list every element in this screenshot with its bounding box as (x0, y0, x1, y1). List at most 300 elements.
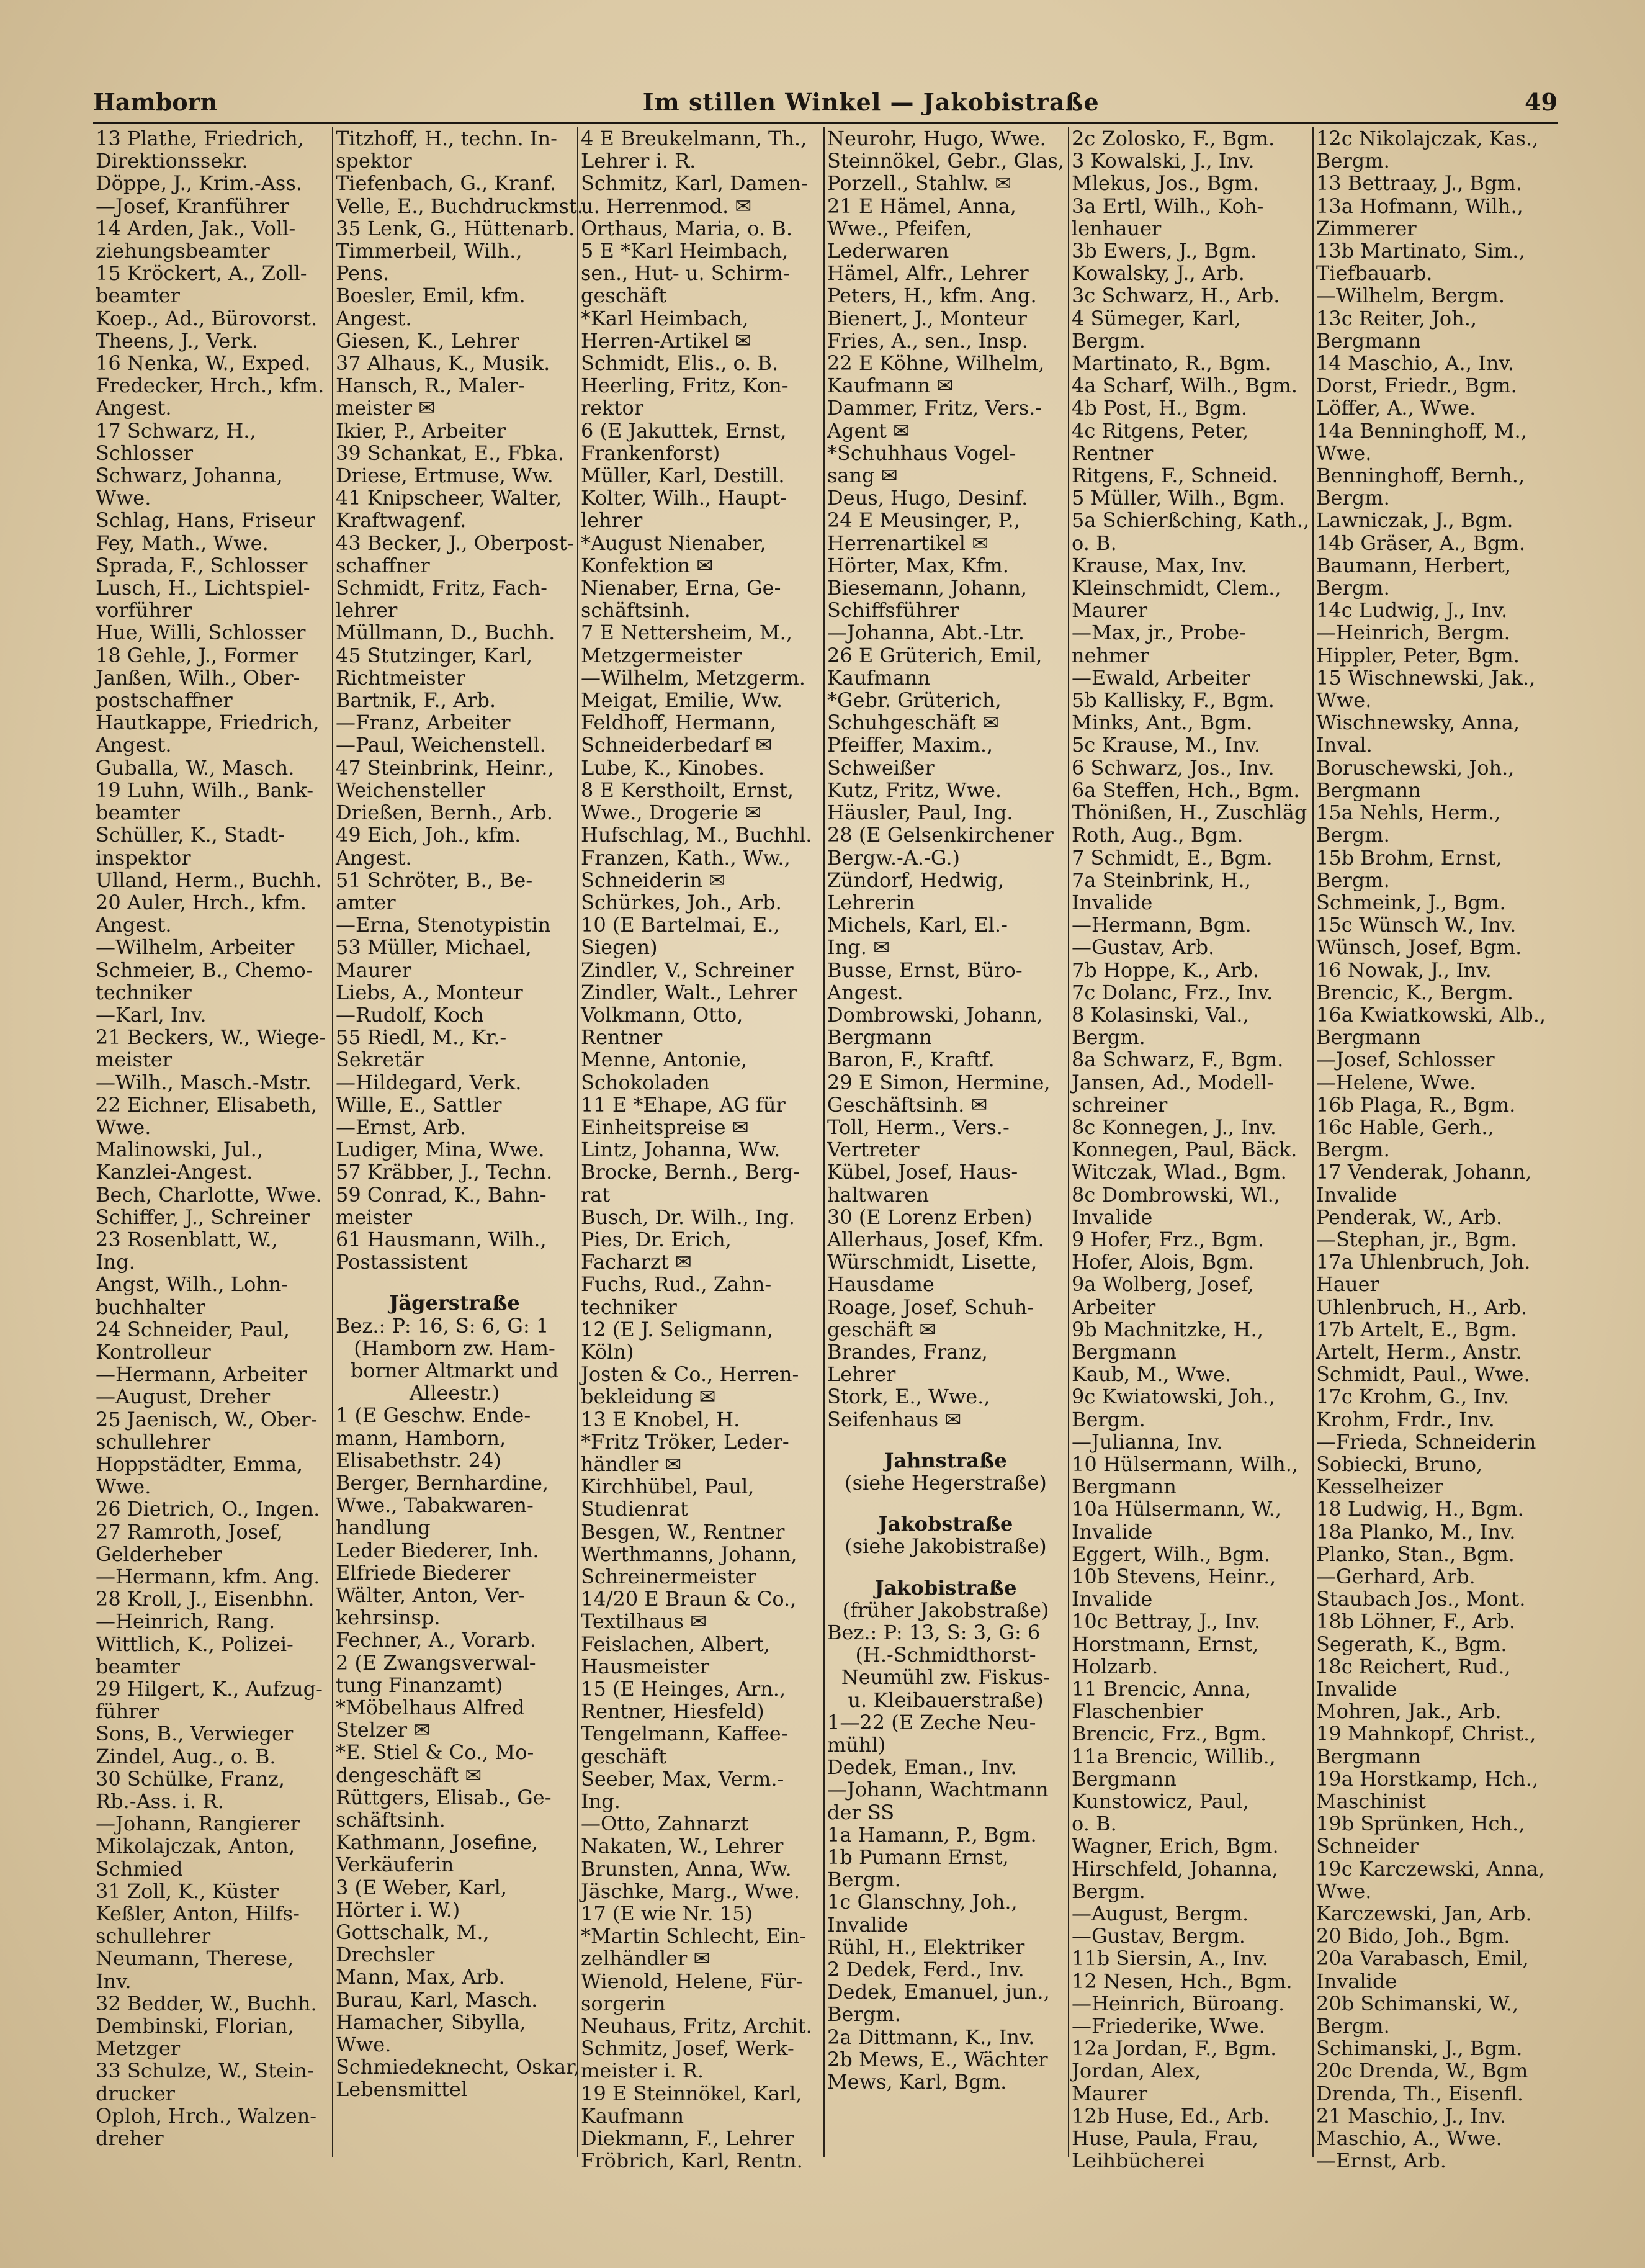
street-heading: Jahnstraße (884, 1448, 1007, 1472)
directory-line: 27 Ramroth, Josef, (96, 1519, 283, 1544)
directory-line: tung Finanzamt) (336, 1673, 503, 1697)
directory-line: Wwe. (1316, 688, 1372, 713)
directory-line: —Ernst, Arb. (1316, 2149, 1446, 2173)
directory-line: Kleinschmidt, Clem., (1072, 576, 1281, 600)
directory-line: Drießen, Bernh., Arb. (336, 801, 553, 825)
directory-line: 21 Maschio, J., Inv. (1316, 2104, 1507, 2128)
directory-line: geschäft ✉ (827, 1317, 936, 1341)
directory-line: Bergm. (1316, 868, 1390, 892)
directory-line: 6a Steffen, Hch., Bgm. (1072, 778, 1300, 802)
directory-line: 9b Machnitzke, H., (1072, 1317, 1263, 1341)
directory-line: Zündorf, Hedwig, (827, 868, 1005, 892)
directory-line: Feislachen, Albert, (581, 1632, 770, 1656)
directory-line: 10 Hülsermann, Wilh., (1072, 1452, 1299, 1476)
directory-line: 24 E Meusinger, P., (827, 508, 1020, 533)
directory-line: Invalide (1316, 1677, 1397, 1701)
directory-line: Zindler, Walt., Lehrer (581, 980, 797, 1004)
directory-line: 7a Steinbrink, H., (1072, 868, 1251, 892)
directory-line: 18b Löhner, F., Arb. (1316, 1609, 1515, 1634)
directory-line: u. Herrenmod. ✉ (581, 194, 752, 218)
directory-line: 8 E Kersthoilt, Ernst, (581, 778, 794, 802)
directory-line: 3 Kowalski, J., Inv. (1072, 149, 1255, 173)
directory-line: Hörter i. W.) (336, 1897, 460, 1922)
directory-line: 19b Sprünken, Hch., (1316, 1812, 1525, 1836)
directory-line: 2b Mews, E., Wächter (827, 2047, 1048, 2071)
directory-line: lenhauer (1072, 216, 1162, 240)
directory-line: Maurer (1072, 598, 1147, 623)
directory-line: Penderak, W., Arb. (1316, 1205, 1503, 1229)
directory-line: Kirchhübel, Paul, (581, 1475, 755, 1499)
directory-line: Bergmann (1316, 778, 1421, 802)
directory-line: Schmied (96, 1856, 183, 1881)
directory-line: 12 (E J. Seligmann, (581, 1317, 774, 1341)
directory-line: —Julianna, Inv. (1072, 1429, 1223, 1454)
directory-line: Zindel, Aug., o. B. (96, 1744, 276, 1768)
directory-line: Direktionssekr. (96, 149, 248, 173)
directory-line: Bienert, J., Monteur (827, 306, 1027, 330)
directory-line: Driese, Ertmuse, Ww. (336, 464, 554, 488)
directory-line: Ikier, P., Arbeiter (336, 418, 506, 443)
directory-line: spektor (336, 149, 412, 173)
directory-line: Schmeink, J., Bgm. (1316, 890, 1506, 914)
directory-line: 28 (E Gelsenkirchener (827, 823, 1054, 847)
directory-line: mann, Hamborn, (336, 1426, 506, 1450)
directory-line: Thönißen, H., Zuschläg (1072, 801, 1307, 825)
directory-line: Oploh, Hrch., Walzen- (96, 2104, 317, 2128)
directory-line: Schüller, K., Stadt- (96, 823, 285, 847)
directory-line: 5b Kallisky, F., Bgm. (1072, 688, 1275, 713)
directory-line: Busch, Dr. Wilh., Ing. (581, 1205, 796, 1229)
directory-line: Bergm. (1316, 1138, 1390, 1162)
directory-line: Fey, Math., Wwe. (96, 531, 269, 555)
directory-line: —Paul, Weichenstell. (336, 733, 546, 757)
directory-line: Rentner (1072, 441, 1154, 465)
directory-line: geschäft (581, 284, 667, 308)
directory-line: Fröbrich, Karl, Rentn. (581, 2149, 803, 2173)
directory-line: 2 (E Zwangsverwal- (336, 1650, 536, 1675)
directory-line: Timmerbeil, Wilh., (336, 239, 522, 263)
directory-line: händler ✉ (581, 1452, 682, 1476)
directory-line: —Helene, Wwe. (1316, 1070, 1476, 1094)
directory-line: —Johann, Rangierer (96, 1812, 300, 1836)
directory-line: Baron, F., Kraftf. (827, 1048, 995, 1072)
directory-line: Angest. (336, 306, 412, 330)
directory-line: 9a Wolberg, Josef, (1072, 1272, 1254, 1297)
directory-line: Bergm. (1072, 1879, 1145, 1903)
directory-line: Schokoladen (581, 1070, 710, 1094)
directory-line: Hoppstädter, Emma, (96, 1452, 303, 1476)
directory-line: Witczak, Wlad., Bgm. (1072, 1160, 1287, 1184)
directory-line: Bergmann (1072, 1339, 1177, 1364)
header-streets: Im stillen Winkel — Jakobistraße (642, 88, 1100, 116)
directory-line: Roth, Aug., Bgm. (1072, 823, 1244, 847)
directory-line: 19 Luhn, Wilh., Bank- (96, 778, 314, 802)
directory-line: Rühl, H., Elektriker (827, 1935, 1025, 1959)
directory-line: 18 Ludwig, H., Bgm. (1316, 1497, 1524, 1521)
directory-line: meister (96, 1048, 173, 1072)
directory-line: Verkäuferin (336, 1853, 454, 1877)
directory-line: Hufschlag, M., Buchhl. (581, 823, 812, 847)
directory-line: 25 Jaenisch, W., Ober- (96, 1407, 318, 1431)
directory-line: Schwarz, Johanna, (96, 464, 283, 488)
directory-line: Ing. (581, 1789, 621, 1814)
directory-line: Schmeier, B., Chemo- (96, 958, 313, 982)
directory-line: 29 E Simon, Hermine, (827, 1070, 1051, 1094)
directory-line: —Ewald, Arbeiter (1072, 665, 1251, 690)
directory-line: Mews, Karl, Bgm. (827, 2070, 1007, 2094)
directory-line: Würschmidt, Lisette, (827, 1250, 1038, 1274)
directory-line: Hörter, Max, Kfm. (827, 553, 1009, 577)
directory-line: dreher (96, 2126, 164, 2151)
directory-line: 2 Dedek, Ferd., Inv. (827, 1958, 1024, 1982)
directory-line: Karczewski, Jan, Arb. (1316, 1902, 1532, 1926)
directory-line: —Gustav, Bergm. (1072, 1924, 1245, 1948)
directory-line: Wwe. (96, 486, 151, 510)
directory-line: Mlekus, Jos., Bgm. (1072, 171, 1260, 196)
directory-line: beamter (96, 284, 180, 308)
directory-line: Kutz, Fritz, Wwe. (827, 778, 1002, 802)
directory-line: (H.-Schmidthorst- (855, 1643, 1036, 1667)
header-rule (93, 122, 1558, 124)
column-2 (332, 127, 583, 2157)
directory-line: Herrenartikel ✉ (827, 531, 988, 555)
directory-line: 17c Krohm, G., Inv. (1316, 1385, 1510, 1409)
directory-line: 5c Krause, M., Inv. (1072, 733, 1261, 757)
directory-columns (93, 127, 1558, 2173)
directory-line: rektor (581, 396, 644, 420)
directory-line: Hamacher, Sibylla, (336, 2010, 526, 2034)
directory-line: —August, Bergm. (1072, 1902, 1249, 1926)
directory-line: 16a Kwiatkowski, Alb., (1316, 1002, 1546, 1027)
directory-line: 14c Ludwig, J., Inv. (1316, 598, 1508, 623)
directory-line: Kübel, Josef, Haus- (827, 1160, 1018, 1184)
directory-line: 13b Martinato, Sim., (1316, 239, 1525, 263)
directory-line: Angest. (96, 733, 172, 757)
directory-line: Invalide (827, 1912, 908, 1937)
directory-line: 18c Reichert, Rud., (1316, 1654, 1511, 1678)
directory-line: Brunsten, Anna, Ww. (581, 1856, 792, 1881)
directory-line: *Martin Schlecht, Ein- (581, 1924, 807, 1948)
directory-line: Müllmann, D., Buchh. (336, 621, 555, 645)
directory-line: rat (581, 1182, 611, 1207)
directory-line: mühl) (827, 1733, 886, 1757)
directory-line: buchhalter (96, 1295, 205, 1319)
directory-line: Holzarb. (1072, 1654, 1159, 1678)
directory-line: Wälter, Anton, Ver- (336, 1583, 526, 1607)
directory-line: (siehe Jakobistraße) (845, 1534, 1047, 1559)
directory-line: —Hermann, kfm. Ang. (96, 1565, 320, 1588)
directory-line: Schneider (1316, 1834, 1419, 1858)
directory-line: 19 E Steinnökel, Karl, (581, 2081, 802, 2105)
directory-line: —Johanna, Abt.-Ltr. (827, 621, 1024, 645)
directory-line: —Wilh., Masch.-Mstr. (96, 1070, 312, 1094)
directory-line: 15 Kröckert, A., Zoll- (96, 261, 307, 286)
directory-line: 13c Reiter, Joh., (1316, 306, 1477, 330)
directory-line: Jansen, Ad., Modell- (1072, 1070, 1274, 1094)
directory-line: Neumann, Therese, (96, 1946, 294, 1971)
directory-line: Postassistent (336, 1250, 468, 1274)
directory-line: Bergmann (1072, 1766, 1177, 1791)
directory-line: meister (336, 1205, 413, 1229)
directory-line: Bergm. (1316, 576, 1390, 600)
directory-line: 21 Beckers, W., Wiege- (96, 1025, 326, 1050)
directory-line: 10a Hülsermann, W., (1072, 1497, 1281, 1521)
directory-line: 19 Mahnkopf, Christ., (1316, 1722, 1536, 1746)
directory-line: 17 Venderak, Johann, (1316, 1160, 1532, 1184)
directory-line: 24 Schneider, Paul, (96, 1317, 290, 1341)
spacer (336, 1273, 573, 1285)
directory-line: Gottschalk, M., (336, 1920, 490, 1945)
directory-line: Elisabethstr. 24) (336, 1448, 501, 1472)
directory-line: Krohm, Frdr., Inv. (1316, 1407, 1495, 1431)
directory-line: Schiffsführer (827, 598, 959, 623)
directory-line: 3b Ewers, J., Bgm. (1072, 239, 1257, 263)
column-4 (823, 127, 1068, 2157)
directory-line: Wienold, Helene, Für- (581, 1969, 803, 1993)
directory-line: Angest. (827, 980, 903, 1004)
directory-line: Eggert, Wilh., Bgm. (1072, 1542, 1271, 1566)
directory-line: 14 Arden, Jak., Voll- (96, 216, 296, 240)
directory-line: Bergw.-A.-G.) (827, 845, 960, 870)
directory-line: Weichensteller (336, 778, 485, 802)
directory-line: Kanzlei-Angest. (96, 1160, 253, 1184)
directory-line: führer (96, 1699, 159, 1724)
directory-line: 55 Riedl, M., Kr.- (336, 1025, 507, 1050)
directory-line: Benninghoff, Bernh., (1316, 464, 1525, 488)
directory-line: 33 Schulze, W., Stein- (96, 2059, 314, 2083)
directory-line: Schweißer (827, 755, 935, 780)
directory-line: Kaufmann (827, 665, 931, 690)
directory-line: 47 Steinbrink, Heinr., (336, 755, 554, 780)
directory-line: Schmidt, Fritz, Fach- (336, 576, 547, 600)
directory-line: *Fritz Tröker, Leder- (581, 1429, 789, 1454)
spacer (827, 1431, 1064, 1443)
directory-line: Bergm. (1316, 2014, 1390, 2038)
directory-line: 7 Schmidt, E., Bgm. (1072, 845, 1273, 870)
page-number: 49 (1525, 88, 1558, 116)
directory-line: Fries, A., sen., Insp. (827, 328, 1028, 353)
directory-line: Minks, Ant., Bgm. (1072, 711, 1253, 735)
directory-line: Bartnik, F., Arb. (336, 688, 496, 713)
directory-line: Bergm. (1316, 149, 1390, 173)
directory-line: Schimanski, J., Bgm. (1316, 2036, 1523, 2061)
directory-line: 8c Dombrowski, Wl., (1072, 1182, 1281, 1207)
directory-line: 8c Konnegen, J., Inv. (1072, 1115, 1276, 1139)
directory-line: Bez.: P: 16, S: 6, G: 1 (336, 1313, 549, 1338)
directory-line: 59 Conrad, K., Bahn- (336, 1182, 547, 1207)
directory-line: 30 Schülke, Franz, (96, 1766, 285, 1791)
directory-line: Kaufmann ✉ (827, 374, 954, 398)
directory-line: —Wilhelm, Arbeiter (96, 935, 295, 960)
directory-line: Seeber, Max, Verm.- (581, 1766, 784, 1791)
directory-line: Zimmerer (1316, 216, 1417, 240)
directory-line: der SS (827, 1800, 895, 1824)
directory-line: Segerath, K., Bgm. (1316, 1632, 1507, 1656)
directory-line: 26 Dietrich, O., Ingen. (96, 1497, 320, 1521)
directory-line: Peters, H., kfm. Ang. (827, 284, 1037, 308)
directory-line: 57 Kräbber, J., Techn. (336, 1160, 553, 1184)
directory-line: Fechner, A., Vorarb. (336, 1628, 536, 1652)
directory-line: 3a Ertl, Wilh., Koh- (1072, 194, 1264, 218)
directory-line: Facharzt ✉ (581, 1250, 692, 1274)
directory-line: bekleidung ✉ (581, 1385, 716, 1409)
directory-line: —Hermann, Bgm. (1072, 913, 1252, 937)
directory-line: Bergm. (1316, 486, 1390, 510)
directory-line: *Karl Heimbach, (581, 306, 749, 330)
directory-line: —Gustav, Arb. (1072, 935, 1215, 960)
directory-line: 28 Kroll, J., Eisenbhn. (96, 1587, 315, 1611)
directory-line: Dembinski, Florian, (96, 2014, 294, 2038)
directory-line: Bergm. (827, 2002, 901, 2027)
directory-line: 15b Brohm, Ernst, (1316, 845, 1502, 870)
directory-line: Deus, Hugo, Desinf. (827, 486, 1028, 510)
directory-line: schäftsinh. (336, 1808, 446, 1832)
directory-line: 35 Lenk, G., Hüttenarb. (336, 216, 575, 240)
directory-line: Ludiger, Mina, Wwe. (336, 1138, 545, 1162)
directory-line: Keßler, Anton, Hilfs- (96, 1902, 300, 1926)
directory-line: 13 Bettraay, J., Bgm. (1316, 171, 1523, 196)
directory-line: Drenda, Th., Eisenfl. (1316, 2081, 1523, 2105)
directory-line: Bergmann (1316, 328, 1421, 353)
directory-line: 18a Planko, M., Inv. (1316, 1519, 1516, 1544)
directory-line: Flaschenbier (1072, 1699, 1203, 1724)
directory-line: ziehungsbeamter (96, 239, 270, 263)
directory-line: Lederwaren (827, 239, 949, 263)
directory-line: 32 Bedder, W., Buchh. (96, 1991, 317, 2015)
directory-line: 9c Kwiatowski, Joh., (1072, 1385, 1276, 1409)
directory-line: Lehrerin (827, 890, 915, 914)
directory-line: Leder Biederer, Inh. (336, 1538, 539, 1562)
street-heading: Jägerstraße (389, 1291, 520, 1315)
directory-line: Studienrat (581, 1497, 688, 1521)
directory-line: 11 Brencic, Anna, (1072, 1677, 1252, 1701)
directory-line: Malinowski, Jul., (96, 1138, 263, 1162)
directory-line: lehrer (336, 598, 398, 623)
directory-line: Löffer, A., Wwe. (1316, 396, 1476, 420)
directory-line: Bergm. (1316, 823, 1390, 847)
directory-line: —Friederike, Wwe. (1072, 2014, 1265, 2038)
directory-line: Maschio, A., Wwe. (1316, 2126, 1502, 2151)
directory-line: 19a Horstkamp, Hch., (1316, 1766, 1539, 1791)
directory-line: Lintz, Johanna, Ww. (581, 1138, 781, 1162)
directory-line: 17b Artelt, E., Bgm. (1316, 1317, 1517, 1341)
directory-line: Biesemann, Johann, (827, 576, 1028, 600)
directory-line: borner Altmarkt und (350, 1358, 559, 1382)
directory-line: 16c Hable, Gerh., (1316, 1115, 1494, 1139)
directory-line: Konfektion ✉ (581, 553, 714, 577)
directory-line: Planko, Stan., Bgm. (1316, 1542, 1515, 1566)
directory-line: 3c Schwarz, H., Arb. (1072, 284, 1280, 308)
directory-line: drucker (96, 2081, 175, 2105)
directory-line: Hue, Willi, Schlosser (96, 621, 306, 645)
directory-line: Sekretär (336, 1048, 424, 1072)
directory-line: Roage, Josef, Schuh- (827, 1295, 1034, 1319)
directory-line: o. B. (1072, 531, 1117, 555)
directory-line: Kolter, Wilh., Haupt- (581, 486, 787, 510)
directory-line: Steinnökel, Gebr., Glas, (827, 149, 1065, 173)
directory-line: —Frieda, Schneiderin (1316, 1429, 1536, 1454)
street-heading: Jakobstraße (878, 1512, 1013, 1536)
directory-line: Richtmeister (336, 665, 465, 690)
directory-line: 17a Uhlenbruch, Joh. (1316, 1250, 1531, 1274)
directory-line: —Max, jr., Probe- (1072, 621, 1246, 645)
directory-line: Schneiderin ✉ (581, 868, 725, 892)
directory-line: Josten & Co., Herren- (581, 1362, 799, 1387)
directory-line: Bergm. (1072, 328, 1145, 353)
directory-line: Lehrer i. R. (581, 149, 696, 173)
header-town: Hamborn (93, 88, 218, 116)
directory-line: 21 E Hämel, Anna, (827, 194, 1016, 218)
directory-line: 12 Nesen, Hch., Bgm. (1072, 1969, 1293, 1993)
directory-line: *Gebr. Grüterich, (827, 688, 1002, 713)
directory-line: Ulland, Herm., Buchh. (96, 868, 322, 892)
directory-line: postschaffner (96, 688, 233, 713)
directory-line: Ing. ✉ (827, 935, 890, 960)
directory-line: Invalide (1316, 1182, 1397, 1207)
directory-line: 29 Hilgert, K., Aufzug- (96, 1677, 323, 1701)
directory-line: 45 Stutzinger, Karl, (336, 643, 533, 667)
directory-line: Rüttgers, Elisab., Ge- (336, 1785, 552, 1809)
directory-line: Köln) (581, 1339, 634, 1364)
directory-line: Drechsler (336, 1943, 435, 1967)
directory-line: 14b Gräser, A., Bgm. (1316, 531, 1525, 555)
directory-line: Lebensmittel (336, 2077, 468, 2102)
directory-line: Velle, E., Buchdruckmst. (336, 194, 583, 218)
directory-line: Michels, Karl, El.- (827, 913, 1008, 937)
directory-line: Neuhaus, Fritz, Archit. (581, 2014, 812, 2038)
directory-line: Elfriede Biederer (336, 1560, 511, 1585)
directory-line: 12b Huse, Ed., Arb. (1072, 2104, 1270, 2128)
directory-line: 4 Sümeger, Karl, (1072, 306, 1241, 330)
column-6 (1312, 127, 1558, 2173)
directory-line: Neumühl zw. Fiskus- (841, 1665, 1051, 1690)
directory-line: Nakaten, W., Lehrer (581, 1834, 784, 1858)
directory-line: Frankenforst) (581, 441, 720, 465)
directory-line: 30 (E Lorenz Erben) (827, 1205, 1033, 1229)
directory-line: Lehrer (827, 1362, 896, 1387)
directory-line: —Heinrich, Bergm. (1316, 621, 1510, 645)
directory-line: 61 Hausmann, Wilh., (336, 1227, 547, 1251)
directory-line: Schlag, Hans, Friseur (96, 508, 315, 533)
directory-line: Koep., Ad., Bürovorst. (96, 306, 318, 330)
directory-line: Invalide (1072, 1519, 1153, 1544)
directory-line: 20a Varabasch, Emil, (1316, 1946, 1529, 1971)
directory-line: Hofer, Alois, Bgm. (1072, 1250, 1255, 1274)
directory-line: Angst, Wilh., Lohn- (96, 1272, 289, 1297)
directory-line: Berger, Bernhardine, (336, 1470, 549, 1495)
directory-line: 6 Schwarz, Jos., Inv. (1072, 755, 1275, 780)
directory-line: schreiner (1072, 1092, 1168, 1117)
directory-line: Rb.-Ass. i. R. (96, 1789, 224, 1814)
directory-line: 10b Stevens, Heinr., (1072, 1565, 1276, 1588)
directory-line: Wagner, Erich, Bgm. (1072, 1834, 1279, 1858)
directory-line: Maurer (1072, 2081, 1147, 2105)
directory-line: 7c Dolanc, Frz., Inv. (1072, 980, 1273, 1004)
column-3 (577, 127, 823, 2173)
directory-line: Brocke, Bernh., Berg- (581, 1160, 800, 1184)
directory-line: Lube, K., Kinobes. (581, 755, 765, 780)
directory-line: Schiffer, J., Schreiner (96, 1205, 310, 1229)
directory-line: 13 E Knobel, H. (581, 1407, 740, 1431)
directory-line: Kontrolleur (96, 1339, 211, 1364)
directory-line: Jäschke, Marg., Wwe. (581, 1879, 800, 1903)
directory-line: 11a Brencic, Willib., (1072, 1744, 1276, 1768)
directory-line: Titzhoff, H., techn. In- (336, 127, 557, 150)
directory-line: Heerling, Fritz, Kon- (581, 374, 789, 398)
directory-line: Mikolajczak, Anton, (96, 1834, 295, 1858)
directory-line: 16 Nenka, W., Exped. (96, 351, 311, 376)
directory-line: 10 (E Bartelmai, E., (581, 913, 780, 937)
